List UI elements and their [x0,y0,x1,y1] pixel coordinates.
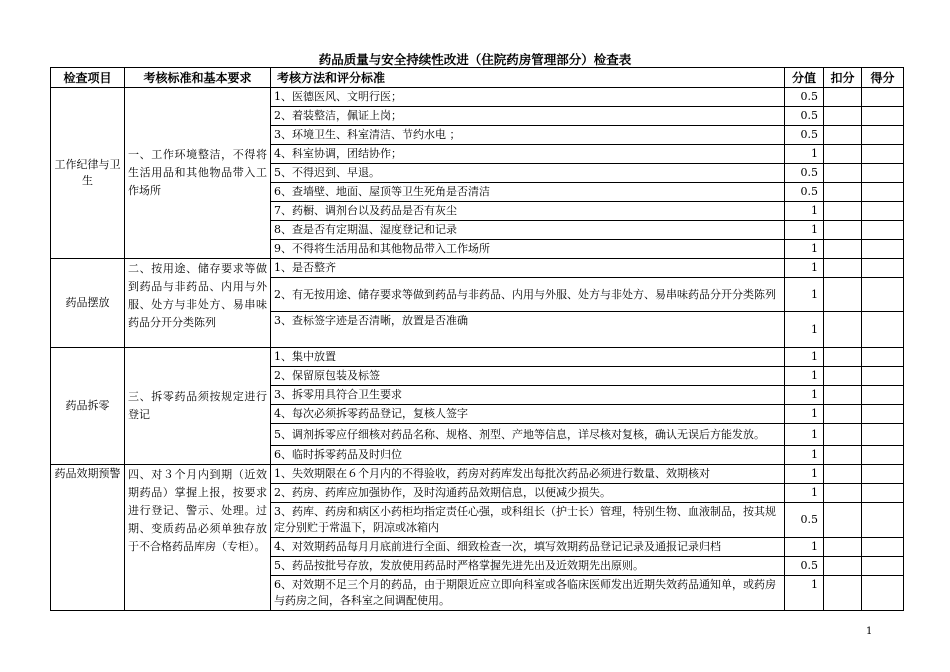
get-cell[interactable] [862,348,904,367]
header-row [51,68,904,88]
score-cell: 1 [785,576,824,611]
score-cell: 1 [785,202,824,221]
score-cell: 1 [785,348,824,367]
get-cell[interactable] [862,503,904,538]
deduct-cell[interactable] [824,312,862,348]
score-cell: 1 [785,240,824,259]
method-cell: 1、集中放置 [271,348,785,367]
method-cell: 2、保留原包装及标签 [271,367,785,386]
get-cell[interactable] [862,240,904,259]
category-cell: 药品效期预警 [51,465,125,611]
get-cell[interactable] [862,538,904,557]
inspection-table [50,67,904,611]
method-cell: 2、药房、药库应加强协作，及时沟通药品效期信息，以便减少损失。 [271,484,785,503]
method-cell: 2、着装整洁，佩证上岗； [271,107,785,126]
deduct-cell[interactable] [824,405,862,424]
score-cell: 0.5 [785,107,824,126]
get-cell[interactable] [862,259,904,278]
deduct-cell[interactable] [824,557,862,576]
get-cell[interactable] [862,465,904,484]
deduct-cell[interactable] [824,538,862,557]
deduct-cell[interactable] [824,446,862,465]
table-row [51,348,904,367]
deduct-cell[interactable] [824,126,862,145]
get-cell[interactable] [862,278,904,312]
score-cell: 1 [785,538,824,557]
score-cell: 1 [785,446,824,465]
score-cell: 1 [785,484,824,503]
method-cell: 6、对效期不足三个月的药品，由于期限近应立即向科室或各临床医师发出近期失效药品通知单，或药房与药房之间，各科室之间调配使用。 [271,576,785,611]
deduct-cell[interactable] [824,88,862,107]
method-cell: 7、药橱、调剂台以及药品是否有灰尘 [271,202,785,221]
deduct-cell[interactable] [824,278,862,312]
get-cell[interactable] [862,446,904,465]
table-row [51,465,904,484]
header-standard: 考核标准和基本要求 [125,68,271,88]
get-cell[interactable] [862,424,904,446]
header-deduct: 扣分 [824,68,862,88]
score-cell: 1 [785,312,824,348]
header-method: 考核方法和评分标准 [271,68,785,88]
deduct-cell[interactable] [824,221,862,240]
deduct-cell[interactable] [824,145,862,164]
method-cell: 1、医德医风、文明行医； [271,88,785,107]
method-cell: 9、不得将生活用品和其他物品带入工作场所 [271,240,785,259]
score-cell: 0.5 [785,88,824,107]
get-cell[interactable] [862,312,904,348]
get-cell[interactable] [862,557,904,576]
get-cell[interactable] [862,145,904,164]
deduct-cell[interactable] [824,348,862,367]
method-cell: 3、拆零用具符合卫生要求 [271,386,785,405]
get-cell[interactable] [862,126,904,145]
score-cell: 1 [785,145,824,164]
method-cell: 1、失效期限在６个月内的不得验收，药房对药库发出每批次药品必须进行数量、效期核对 [271,465,785,484]
score-cell: 1 [785,259,824,278]
deduct-cell[interactable] [824,240,862,259]
method-cell: 6、查墙壁、地面、屋顶等卫生死角是否清洁 [271,183,785,202]
score-cell: 1 [785,221,824,240]
get-cell[interactable] [862,202,904,221]
category-cell: 药品摆放 [51,259,125,348]
method-cell: 5、药品按批号存放，发放使用药品时严格掌握先进先出及近效期先出原则。 [271,557,785,576]
score-cell: 1 [785,386,824,405]
method-cell: 4、科室协调，团结协作； [271,145,785,164]
get-cell[interactable] [862,221,904,240]
standard-cell: 四、对３个月内到期（近效期药品）掌握上报，按要求进行登记、警示、处理。过期、变质药品必须单独存放于不合格药品库房（专柜）。 [125,465,271,611]
method-cell: 1、是否整齐 [271,259,785,278]
method-cell: 3、环境卫生、科室清洁、节约水电 ； [271,126,785,145]
score-cell: 1 [785,465,824,484]
deduct-cell[interactable] [824,424,862,446]
get-cell[interactable] [862,405,904,424]
score-cell: 1 [785,278,824,312]
score-cell: 1 [785,367,824,386]
get-cell[interactable] [862,164,904,183]
get-cell[interactable] [862,183,904,202]
category-cell: 药品拆零 [51,348,125,465]
deduct-cell[interactable] [824,503,862,538]
method-cell: 3、药库、药房和病区小药柜均指定责任心强，或科组长（护士长）管理，特别生物、血液制品，按其规定分别贮于常温下，阴凉或冰箱内 [271,503,785,538]
page-number: 1 [866,626,873,637]
method-cell: 3、查标签字迹是否清晰，放置是否准确 [271,312,785,348]
get-cell[interactable] [862,484,904,503]
method-cell: 4、对效期药品每月月底前进行全面、细致检查一次，填写效期药品登记记录及通报记录归档 [271,538,785,557]
get-cell[interactable] [862,88,904,107]
table-row [51,259,904,278]
category-cell: 工作纪律与卫生 [51,88,125,259]
score-cell: 0.5 [785,183,824,202]
deduct-cell[interactable] [824,386,862,405]
standard-cell: 二、按用途、储存要求等做到药品与非药品、内用与外服、处方与非处方、易串味药品分开分类陈列 [125,259,271,348]
deduct-cell[interactable] [824,259,862,278]
score-cell: 0.5 [785,557,824,576]
header-get: 得分 [862,68,904,88]
deduct-cell[interactable] [824,576,862,611]
method-cell: 4、每次必须拆零药品登记，复核人签字 [271,405,785,424]
deduct-cell[interactable] [824,164,862,183]
deduct-cell[interactable] [824,107,862,126]
table-row [51,88,904,107]
get-cell[interactable] [862,386,904,405]
method-cell: 5、调剂拆零应仔细核对药品名称、规格、剂型、产地等信息，详尽核对复核，确认无误后方能发放。 [271,424,785,446]
deduct-cell[interactable] [824,202,862,221]
score-cell: 0.5 [785,503,824,538]
header-score: 分值 [785,68,824,88]
method-cell: 6、临时拆零药品及时归位 [271,446,785,465]
get-cell[interactable] [862,576,904,611]
score-cell: 0.5 [785,164,824,183]
method-cell: 2、有无按用途、储存要求等做到药品与非药品、内用与外服、处方与非处方、易串味药品分开分类陈列 [271,278,785,312]
deduct-cell[interactable] [824,183,862,202]
score-cell: 0.5 [785,126,824,145]
standard-cell: 三、拆零药品须按规定进行登记 [125,348,271,465]
score-cell: 1 [785,424,824,446]
document-title: 药品质量与安全持续性改进（住院药房管理部分）检查表 [318,52,632,67]
method-cell: 8、查是否有定期温、湿度登记和记录 [271,221,785,240]
get-cell[interactable] [862,367,904,386]
method-cell: 5、不得迟到、早退。 [271,164,785,183]
score-cell: 1 [785,405,824,424]
header-item: 检查项目 [51,68,125,88]
deduct-cell[interactable] [824,465,862,484]
deduct-cell[interactable] [824,367,862,386]
deduct-cell[interactable] [824,484,862,503]
get-cell[interactable] [862,107,904,126]
standard-cell: 一、工作环境整洁，不得将生活用品和其他物品带入工作场所 [125,88,271,259]
